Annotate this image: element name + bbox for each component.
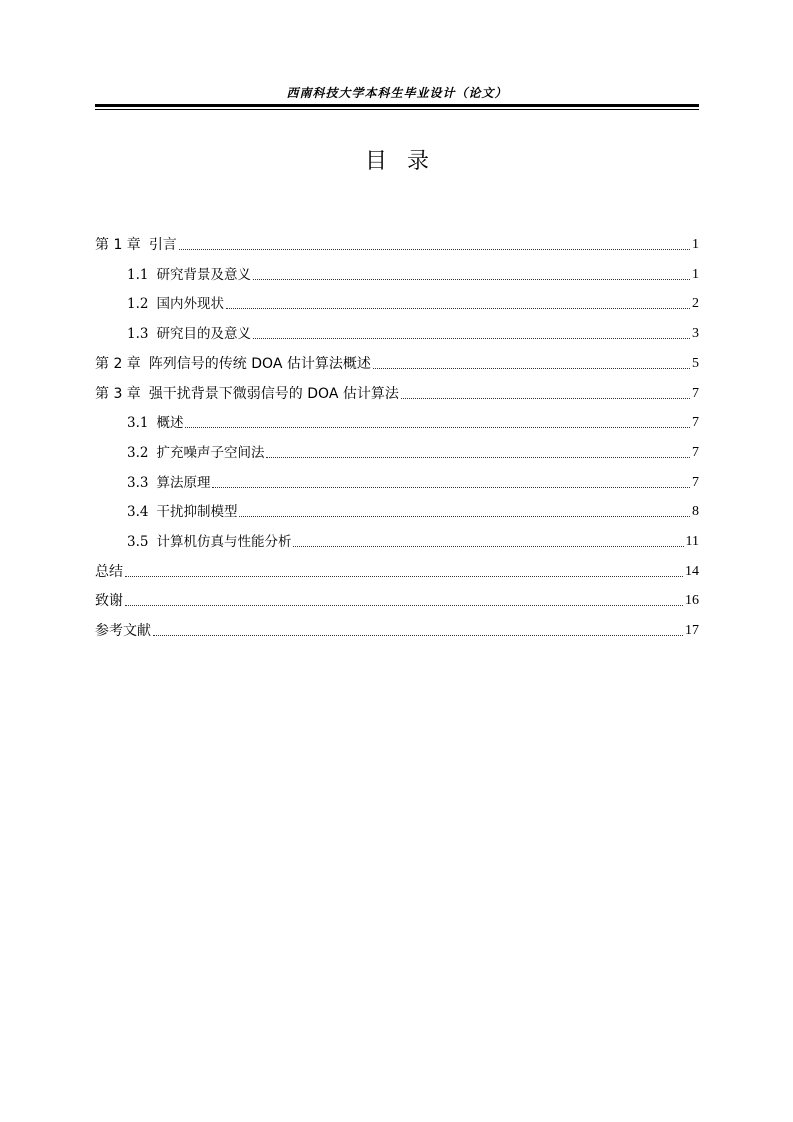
toc-entry[interactable] bbox=[95, 234, 699, 254]
toc-entry-title: 引言 bbox=[148, 237, 177, 253]
toc-entry[interactable] bbox=[95, 531, 699, 551]
toc-entry-title: 干扰抑制模型 bbox=[156, 504, 238, 521]
toc-entry-number: 3.2 bbox=[127, 444, 149, 461]
toc-entry-number: 1.2 bbox=[127, 296, 149, 313]
toc-entry-number: 1.3 bbox=[127, 326, 149, 343]
toc-entry-page: 17 bbox=[685, 623, 699, 639]
toc-entry-title: 概述 bbox=[156, 415, 184, 432]
toc-heading: 目录 bbox=[364, 149, 449, 174]
toc-entry[interactable] bbox=[95, 323, 699, 343]
toc-entry-title: 国内外现状 bbox=[156, 296, 224, 313]
toc-entry-number: 3.3 bbox=[127, 474, 149, 491]
toc-entry-page: 7 bbox=[692, 415, 699, 431]
toc-entry-number: 第 3 章 bbox=[95, 385, 141, 402]
toc-entry-page: 7 bbox=[692, 385, 699, 401]
toc-entry[interactable] bbox=[95, 561, 699, 581]
toc-entry-page: 7 bbox=[692, 474, 699, 490]
toc-entry-page: 16 bbox=[685, 593, 699, 609]
toc-entry[interactable] bbox=[95, 472, 699, 492]
toc-entry-number: 3.5 bbox=[127, 534, 149, 550]
toc-entry[interactable] bbox=[95, 620, 699, 640]
toc-entry-number: 3.4 bbox=[127, 504, 149, 521]
toc-leader-dots bbox=[212, 487, 690, 488]
toc-entry-title: 算法原理 bbox=[156, 474, 211, 491]
toc-entry-title: 强干扰背景下微弱信号的 DOA 估计算法 bbox=[148, 385, 399, 402]
toc-entry-page: 8 bbox=[692, 504, 699, 520]
toc-entry[interactable] bbox=[95, 590, 699, 610]
toc-leader-dots bbox=[185, 427, 690, 428]
toc-entry-number: 1.1 bbox=[127, 266, 149, 283]
toc-leader-dots bbox=[401, 398, 690, 399]
toc-entry-page: 1 bbox=[692, 266, 699, 282]
toc-entry-title: 计算机仿真与性能分析 bbox=[156, 534, 292, 550]
toc-entry-title: 阵列信号的传统 DOA 估计算法概述 bbox=[148, 355, 371, 372]
toc-entry-number: 第 1 章 bbox=[95, 237, 141, 253]
toc-entry-title: 研究背景及意义 bbox=[156, 266, 251, 283]
toc-entry-title: 总结 bbox=[95, 563, 123, 580]
header-rule-thin bbox=[95, 109, 699, 110]
toc-leader-dots bbox=[253, 338, 690, 339]
toc-entry-page: 5 bbox=[692, 355, 699, 371]
toc-entry[interactable] bbox=[95, 383, 699, 403]
toc-entry[interactable] bbox=[95, 412, 699, 432]
toc-entry-page: 1 bbox=[692, 237, 699, 252]
header-rule-thick bbox=[95, 104, 699, 107]
toc-entry[interactable] bbox=[95, 501, 699, 521]
toc-entry[interactable] bbox=[95, 353, 699, 373]
toc-leader-dots bbox=[373, 368, 690, 369]
toc-entry-page: 2 bbox=[692, 296, 699, 312]
toc-entry-number: 3.1 bbox=[127, 415, 149, 432]
toc-leader-dots bbox=[179, 249, 690, 250]
toc-entry-number: 第 2 章 bbox=[95, 355, 141, 372]
toc-leader-dots bbox=[293, 546, 683, 547]
toc-entry-page: 11 bbox=[685, 534, 699, 549]
toc-leader-dots bbox=[239, 516, 690, 517]
toc-entry-page: 7 bbox=[692, 444, 699, 460]
header-title: 西南科技大学本科生毕业设计（论文） bbox=[286, 86, 508, 100]
toc-entry-page: 3 bbox=[692, 326, 699, 342]
toc-leader-dots bbox=[266, 457, 690, 458]
toc-entry-title: 扩充噪声子空间法 bbox=[156, 444, 265, 461]
toc-leader-dots bbox=[226, 308, 690, 309]
toc-entry-page: 14 bbox=[685, 563, 699, 579]
toc-entry-title: 研究目的及意义 bbox=[156, 326, 251, 343]
toc-entry[interactable] bbox=[95, 293, 699, 313]
toc-entry-title: 致谢 bbox=[95, 593, 123, 610]
toc-leader-dots bbox=[125, 576, 683, 577]
toc-leader-dots bbox=[125, 605, 683, 606]
toc-entry-title: 参考文献 bbox=[95, 623, 151, 640]
toc-entry[interactable] bbox=[95, 442, 699, 462]
toc-entry[interactable] bbox=[95, 264, 699, 284]
toc-leader-dots bbox=[153, 635, 683, 636]
toc-leader-dots bbox=[253, 279, 690, 280]
